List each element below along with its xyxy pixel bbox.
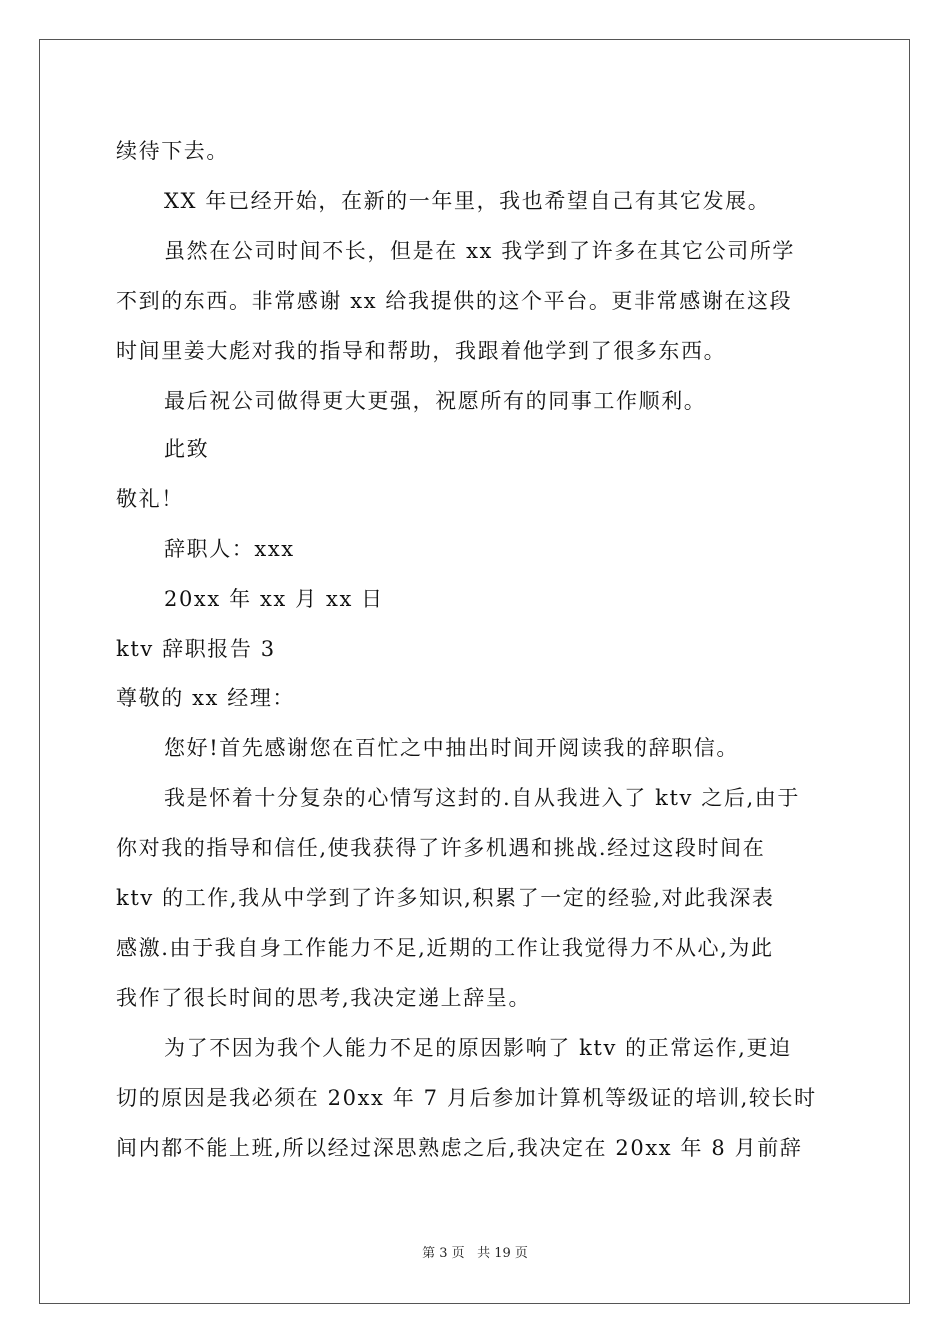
text-line: 不到的东西。非常感谢 xx 给我提供的这个平台。更非常感谢在这段 bbox=[116, 289, 793, 313]
text-line: 你对我的指导和信任,使我获得了许多机遇和挑战.经过这段时间在 bbox=[116, 836, 766, 860]
signature-line: 辞职人：xxx bbox=[164, 537, 295, 561]
text-line: 时间里姜大彪对我的指导和帮助，我跟着他学到了很多东西。 bbox=[116, 339, 727, 363]
text-line: XX 年已经开始，在新的一年里，我也希望自己有其它发展。 bbox=[164, 189, 771, 213]
text-line: 您好!首先感谢您在百忙之中抽出时间开阅读我的辞职信。 bbox=[164, 736, 740, 760]
salutation-line: 敬礼！ bbox=[116, 487, 184, 511]
text-line: 续待下去。 bbox=[116, 139, 229, 163]
page-number: 第 3 页 bbox=[422, 1246, 465, 1261]
text-line: 间内都不能上班,所以经过深思熟虑之后,我决定在 20xx 年 8 月前辞 bbox=[116, 1136, 803, 1160]
text-line: 为了不因为我个人能力不足的原因影响了 ktv 的正常运作,更迫 bbox=[164, 1036, 792, 1060]
page-total: 共 19 页 bbox=[477, 1246, 528, 1261]
closing-line: 此致 bbox=[164, 437, 210, 461]
page-border bbox=[39, 39, 910, 1304]
date-line: 20xx 年 xx 月 xx 日 bbox=[164, 587, 384, 611]
section-heading: ktv 辞职报告 3 bbox=[116, 637, 276, 661]
text-line: 切的原因是我必须在 20xx 年 7 月后参加计算机等级证的培训,较长时 bbox=[116, 1086, 817, 1110]
text-line: 虽然在公司时间不长，但是在 xx 我学到了许多在其它公司所学 bbox=[164, 239, 796, 263]
text-line: 我是怀着十分复杂的心情写这封的.自从我进入了 ktv 之后,由于 bbox=[164, 786, 800, 810]
text-line: 感激.由于我自身工作能力不足,近期的工作让我觉得力不从心,为此 bbox=[116, 936, 774, 960]
greeting-line: 尊敬的 xx 经理： bbox=[116, 686, 296, 710]
text-line: 我作了很长时间的思考,我决定递上辞呈。 bbox=[116, 986, 532, 1010]
text-line: ktv 的工作,我从中学到了许多知识,积累了一定的经验,对此我深表 bbox=[116, 886, 775, 910]
text-line: 最后祝公司做得更大更强，祝愿所有的同事工作顺利。 bbox=[164, 389, 707, 413]
page-footer bbox=[0, 1246, 950, 1262]
